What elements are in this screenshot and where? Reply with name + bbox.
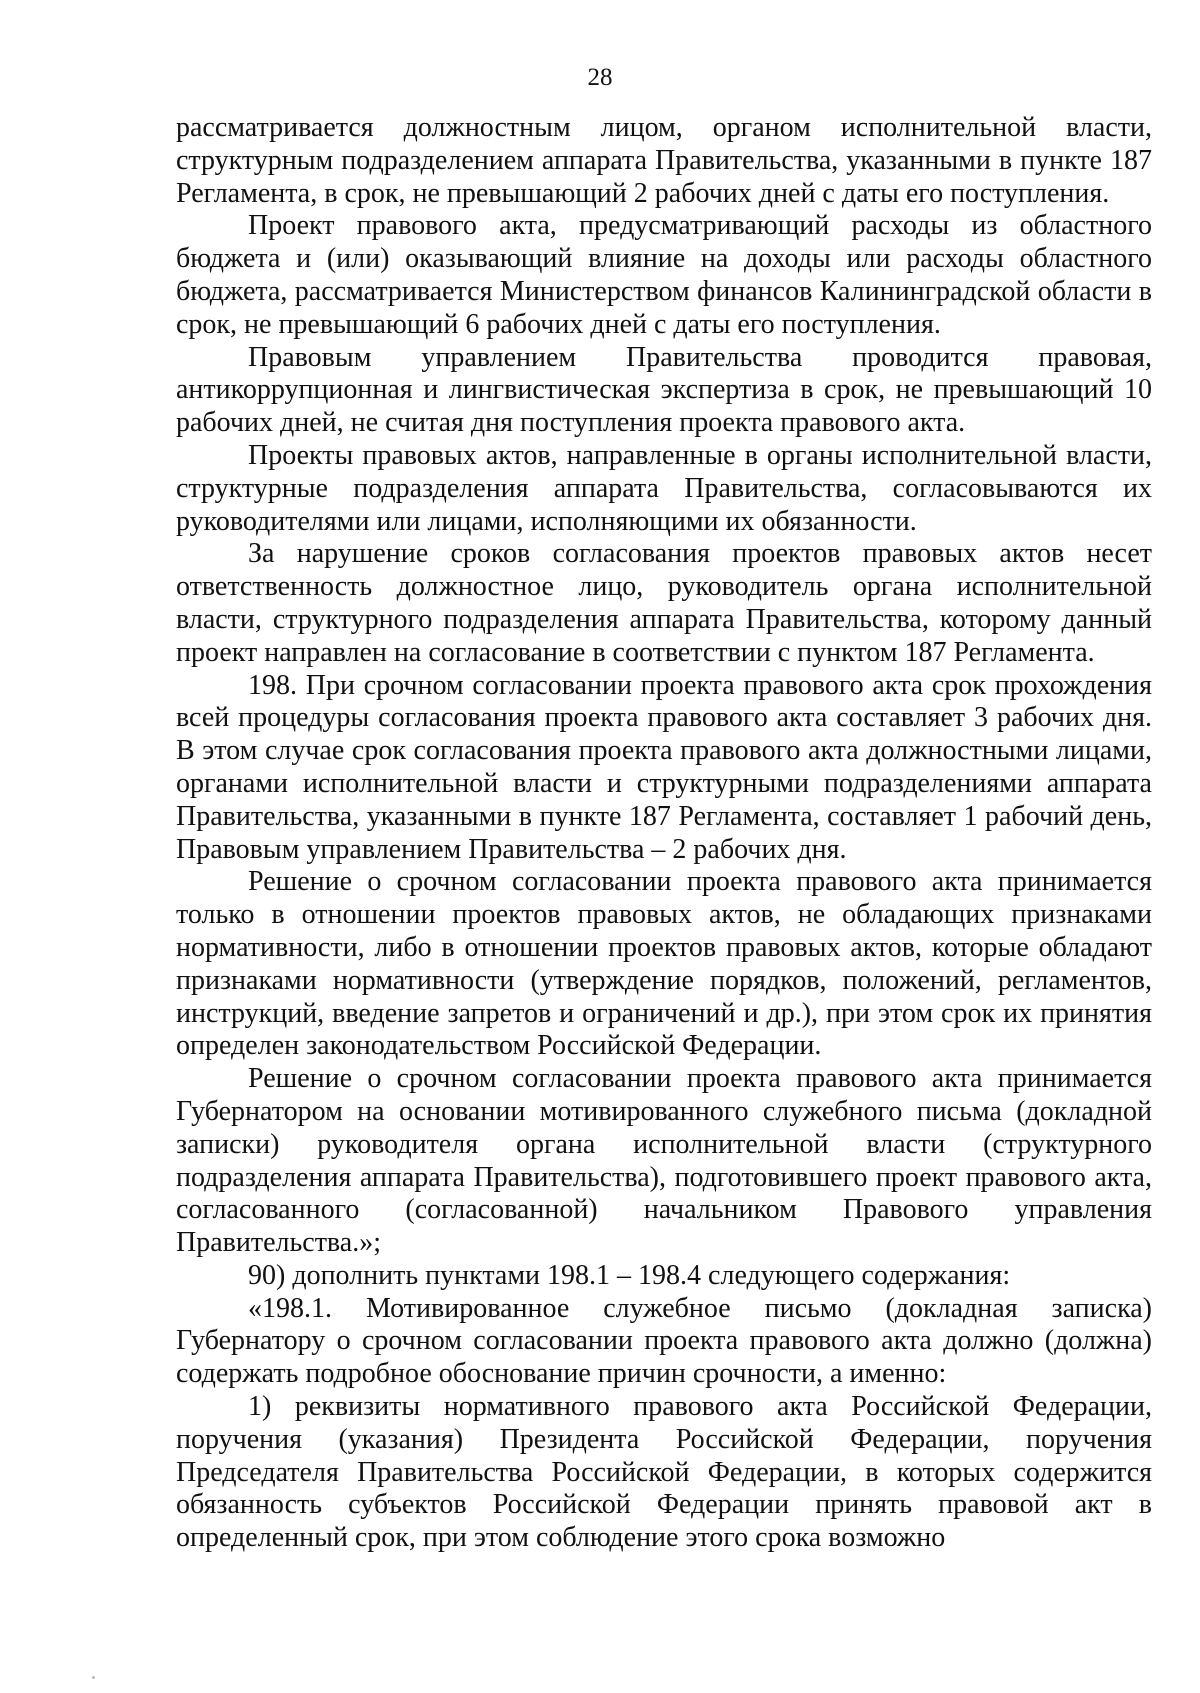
- paragraph-urgent-decision-scope: Решение о срочном согласовании проекта правового акта принимается только в отношении проектов правовых актов, не обладающих признаками нормативности, либо в отношении проектов правовых актов, которые обладают признаками нормативности (утверждение порядков, положений, регламентов, инструкций, введение запретов и ограничений и др.), при этом срок их принятия определен законодательством Российской Федерации.: [176, 866, 1152, 1062]
- scan-artifact: [92, 1676, 95, 1679]
- paragraph-item-198-1: «198.1. Мотивированное служебное письмо (докладная записка) Губернатору о срочном согласовании проекта правового акта должно (должна) содержать подробное обоснование причин срочности, а именно:: [176, 1292, 1152, 1390]
- paragraph-budget-review: Проект правового акта, предусматривающий расходы из областного бюджета и (или) оказывающий влияние на доходы или расходы областного бюджета, рассматривается Министерством финансов Калининградской области в срок, не превышающий 6 рабочих дней с даты его поступления.: [176, 210, 1152, 340]
- paragraph-urgent-decision-governor: Решение о срочном согласовании проекта правового акта принимается Губернатором на основании мотивированного служебного письма (докладной записки) руководителя органа исполнительной власти (структурного подразделения аппарата Правительства), подготовившего проект правового акта, согласованного (согласованной) начальником Правового управления Правительства.»;: [176, 1063, 1152, 1259]
- document-body: [176, 112, 1152, 1555]
- paragraph-continuation: рассматривается должностным лицом, органом исполнительной власти, структурным подразделением аппарата Правительства, указанными в пункте 187 Регламента, в срок, не превышающий 2 рабочих дней с даты его поступления.: [176, 112, 1152, 209]
- paragraph-amendment-90: 90) дополнить пунктами 198.1 – 198.4 следующего содержания:: [248, 1259, 1011, 1291]
- paragraph-approval-by-heads: Проекты правовых актов, направленные в органы исполнительной власти, структурные подразделения аппарата Правительства, согласовываются их руководителями или лицами, исполняющими их обязанности.: [176, 439, 1152, 537]
- paragraph-legal-expertise: Правовым управлением Правительства проводится правовая, антикоррупционная и лингвистическая экспертиза в срок, не превышающий 10 рабочих дней, не считая дня поступления проекта правового акта.: [176, 341, 1152, 439]
- page-number: 28: [587, 64, 613, 91]
- paragraph-responsibility: За нарушение сроков согласования проектов правовых актов несет ответственность должностное лицо, руководитель органа исполнительной власти, структурного подразделения аппарата Правительства, которому данный проект направлен на согласование в соответствии с пунктом 187 Регламента.: [176, 538, 1152, 668]
- paragraph-item-198: 198. При срочном согласовании проекта правового акта срок прохождения всей процедуры согласования проекта правового акта составляет 3 рабочих дня. В этом случае срок согласования проекта правового акта должностными лицами, органами исполнительной власти и структурными подразделениями аппарата Правительства, указанными в пункте 187 Регламента, составляет 1 рабочий день, Правовым управлением Правительства – 2 рабочих дня.: [176, 669, 1152, 865]
- paragraph-subitem-1: 1) реквизиты нормативного правового акта Российской Федерации, поручения (указания) Президента Российской Федерации, поручения Председателя Правительства Российской Федерации, в которых содержится обязанность субъектов Российской Федерации принять правовой акт в определенный срок, при этом соблюдение этого срока возможно: [176, 1391, 1152, 1554]
